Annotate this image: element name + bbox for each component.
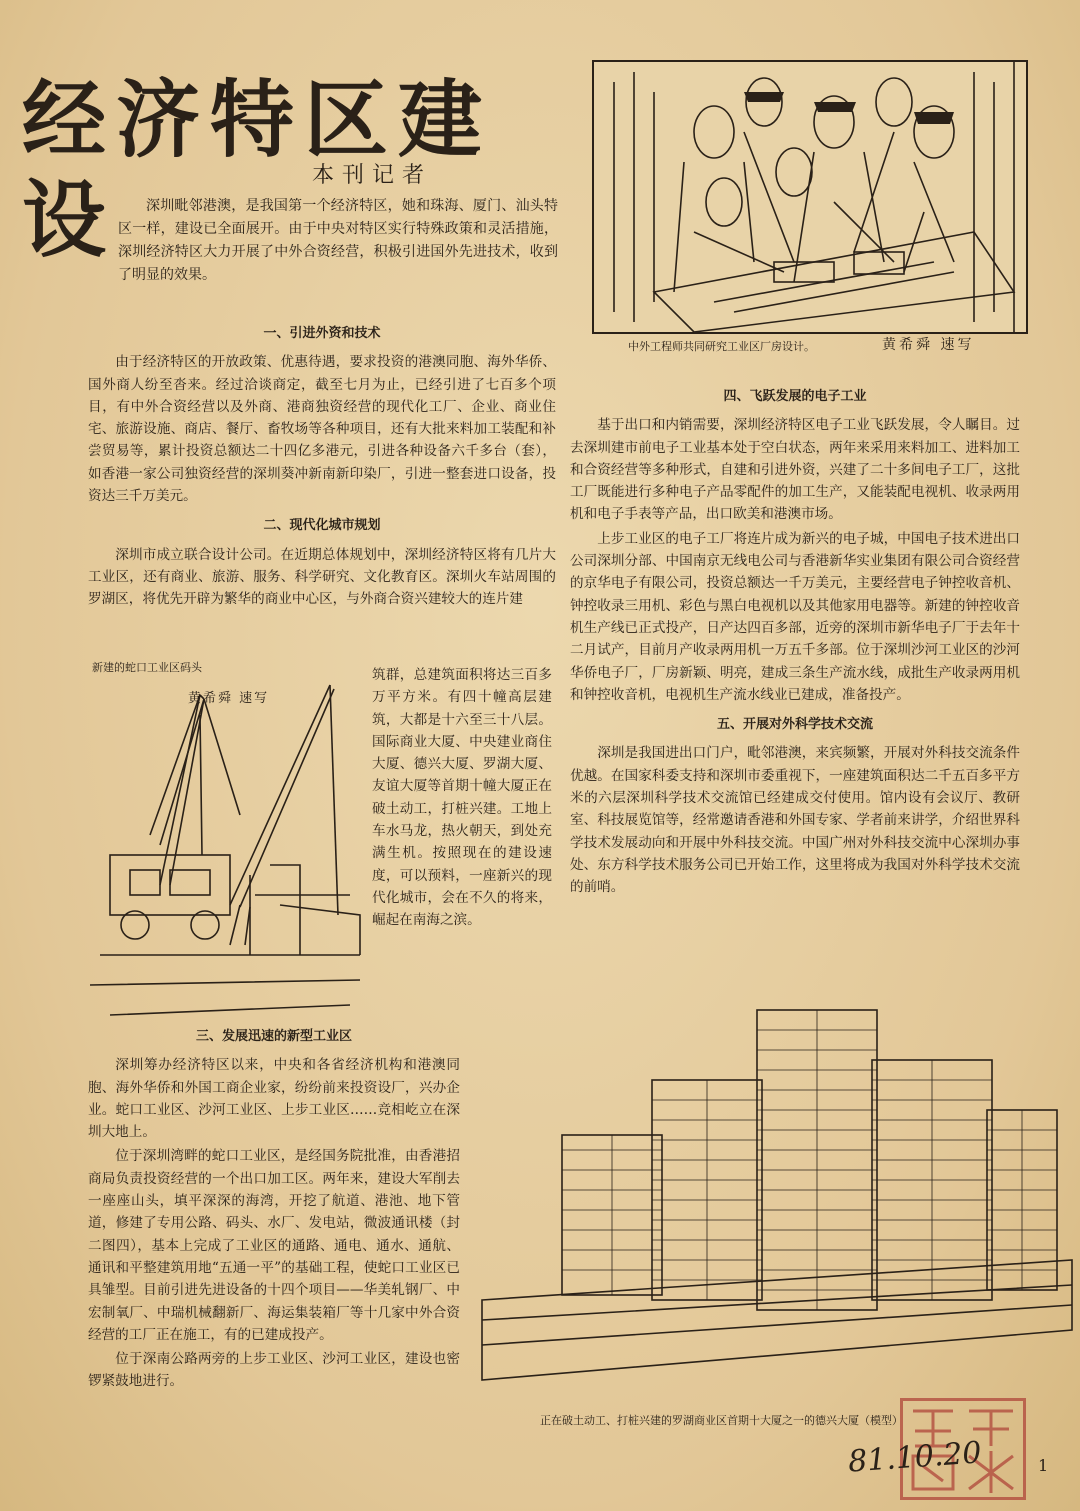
right-column [570,378,1020,901]
section-3 [88,1018,460,1395]
section-1 [88,315,556,613]
section-4-p2: 上步工业区的电子工厂将连片成为新兴的电子城，中国电子技术进出口公司深圳分部、中国南京无线电公司与香港新华实业集团有限公司合资经营的京华电子有限公司，投资总额达一千万美元，主要经营电子钟控收音机、钟控收录三用机、彩色与黑白电视机以及其他家用电器等。新建的钟控收音机生产线已正式投产，日产达四百多部，近旁的深圳市新华电子厂于去年十二月试产，目前月产收录两用机一万五千多部。位于深圳沙河工业区的沙河华侨电子厂，厂房新颖、明亮，建成三条生产流水线，成批生产收录两用机和钟控收音机，电视机生产流水线业已建成，准备投产。 [570,530,1020,703]
intro-block [118,195,558,289]
crane-illustration [90,655,370,1050]
section-5-text: 深圳是我国进出口门户，毗邻港澳，来宾频繁，开展对外科技交流条件优越。在国家科委支持和深圳市委重视下，一座建筑面积达二千五百多平方米的六层深圳科学技术交流馆已经建成交付使用。馆内设有会议厅、教研室、科技展览馆等，经常邀请香港和外国专家、学者前来讲学，介绍世界科学技术发展动向和开展中外科技交流。中国广州对外科技交流中心深圳办事处、东方科学技术服务公司已开始工作，这里将成为我国对外科学技术交流的前哨。 [570,745,1020,896]
engineers-illustration [592,60,1028,334]
engineers-drawing [594,62,1026,332]
section-2-heading: 二、现代化城市规划 [263,518,381,534]
top-caption: 中外工程师共同研究工业区厂房设计。 [628,340,815,353]
building-illustration [472,1000,1080,1400]
crane-artist: 黄希舜 速写 [188,691,270,706]
crane-drawing [90,655,370,1050]
section-2-side [372,664,552,932]
section-4-heading: 四、飞跃发展的电子工业 [723,389,867,404]
intro-paragraph: 深圳毗邻港澳，是我国第一个经济特区，她和珠海、厦门、汕头特区一样，建设已全面展开。由于中央对特区实行特殊政策和灵活措施，深圳经济特区大力开展了中外合资经营，积极引进国外先进技术，收到了明显的效果。 [118,198,558,283]
section-3-p1: 深圳筹办经济特区以来，中央和各省经济机构和港澳同胞、海外华侨和外国工商企业家，纷纷前来投资设厂，兴办企业。蛇口工业区、沙河工业区、上步工业区……竞相屹立在深圳大地上。 [88,1057,460,1141]
section-3-p3: 位于深南公路两旁的上步工业区、沙河工业区，建设也密锣紧鼓地进行。 [88,1351,460,1390]
section-4-p1: 基于出口和内销需要，深圳经济特区电子工业飞跃发展，令人瞩目。过去深圳建市前电子工业基本处于空白状态，两年来采用来料加工、进料加工和合资经营等多种形式，自建和引进外资，兴建了二十多间电子工厂，这批工厂既能进行多种电子产品零配件的加工生产，又能装配电视机、收录两用机和电子手表等产品，出口欧美和港澳市场。 [570,417,1020,523]
page-number: 1 [1038,1456,1049,1475]
crane-caption: 新建的蛇口工业区码头 [92,661,202,674]
section-3-heading: 三、发展迅速的新型工业区 [195,1029,352,1044]
page-title: 经济特区建设 [22,70,493,269]
section-2-text-top: 深圳市成立联合设计公司。在近期总体规划中，深圳经济特区将有几片大工业区，还有商业、旅游、服务、科学研究、文化教育区。深圳火车站周围的罗湖区，将优先开辟为繁华的商业中心区，与外商合资兴建较大的连片建 [88,546,556,608]
bottom-caption: 正在破土动工、打桩兴建的罗湖商业区首期十大厦之一的德兴大厦（模型） [540,1414,903,1427]
section-5-heading: 五、开展对外科学技术交流 [716,717,873,733]
handwritten-date: 81.10.20 [846,1435,983,1480]
section-1-text: 由于经济特区的开放政策、优惠待遇，要求投资的港澳同胞、海外华侨、国外商人纷至沓来。经过洽谈商定，截至七月为止，已经引进了七百多个项目，有中外合资经营以及外商、港商独资经营的现代化工厂、企业、商业住宅、旅游设施、商店、餐厅、畜牧场等各种项目，还有大批来料加工装配和补尝贸易等，累计投资总额达二十四亿多港元，引进各种设备六千多台（套），如香港一家公司独资经营的深圳葵冲新南新印染厂，引进一整套进口设备，投资达三千万美元。 [88,354,556,505]
section-2-text-side: 筑群，总建筑面积将达三百多万平方米。有四十幢高层建筑，大都是十六至三十八层。国际商业大厦、中央建业商住大厦、德兴大厦、罗湖大厦、友谊大厦等首期十幢大厦正在破土动工，打桩兴建。工地上车水马龙，热火朝天，到处充满生机。按照现在的建设速度，可以预料，一座新兴的现代化城市，会在不久的将来，崛起在南海之滨。 [372,667,552,929]
building-drawing [472,1000,1080,1400]
byline: 本刊记者 [312,163,433,188]
section-1-heading: 一、引进外资和技术 [263,326,381,341]
section-3-p2: 位于深圳湾畔的蛇口工业区，是经国务院批准，由香港招商局负责投资经营的一个出口加工区。两年来，建设大军削去一座座山头，填平深深的海湾，开挖了航道、港池、地下管道，修建了专用公路、码头、水厂、发电站，微波通讯楼（封二图四），基本上完成了工业区的通路、通电、通水、通航、通讯和平整建筑用地“五通一平”的基础工程，使蛇口工业区已具雏型。目前引进先进设备的十四个项目——华美轧钢厂、中宏制氧厂、中瑞机械翻新厂、海运集装箱厂等十几家中外合资经营的工厂正在施工，有的已建成投产。 [88,1148,460,1343]
top-artist: 黄希舜 速写 [882,337,975,353]
